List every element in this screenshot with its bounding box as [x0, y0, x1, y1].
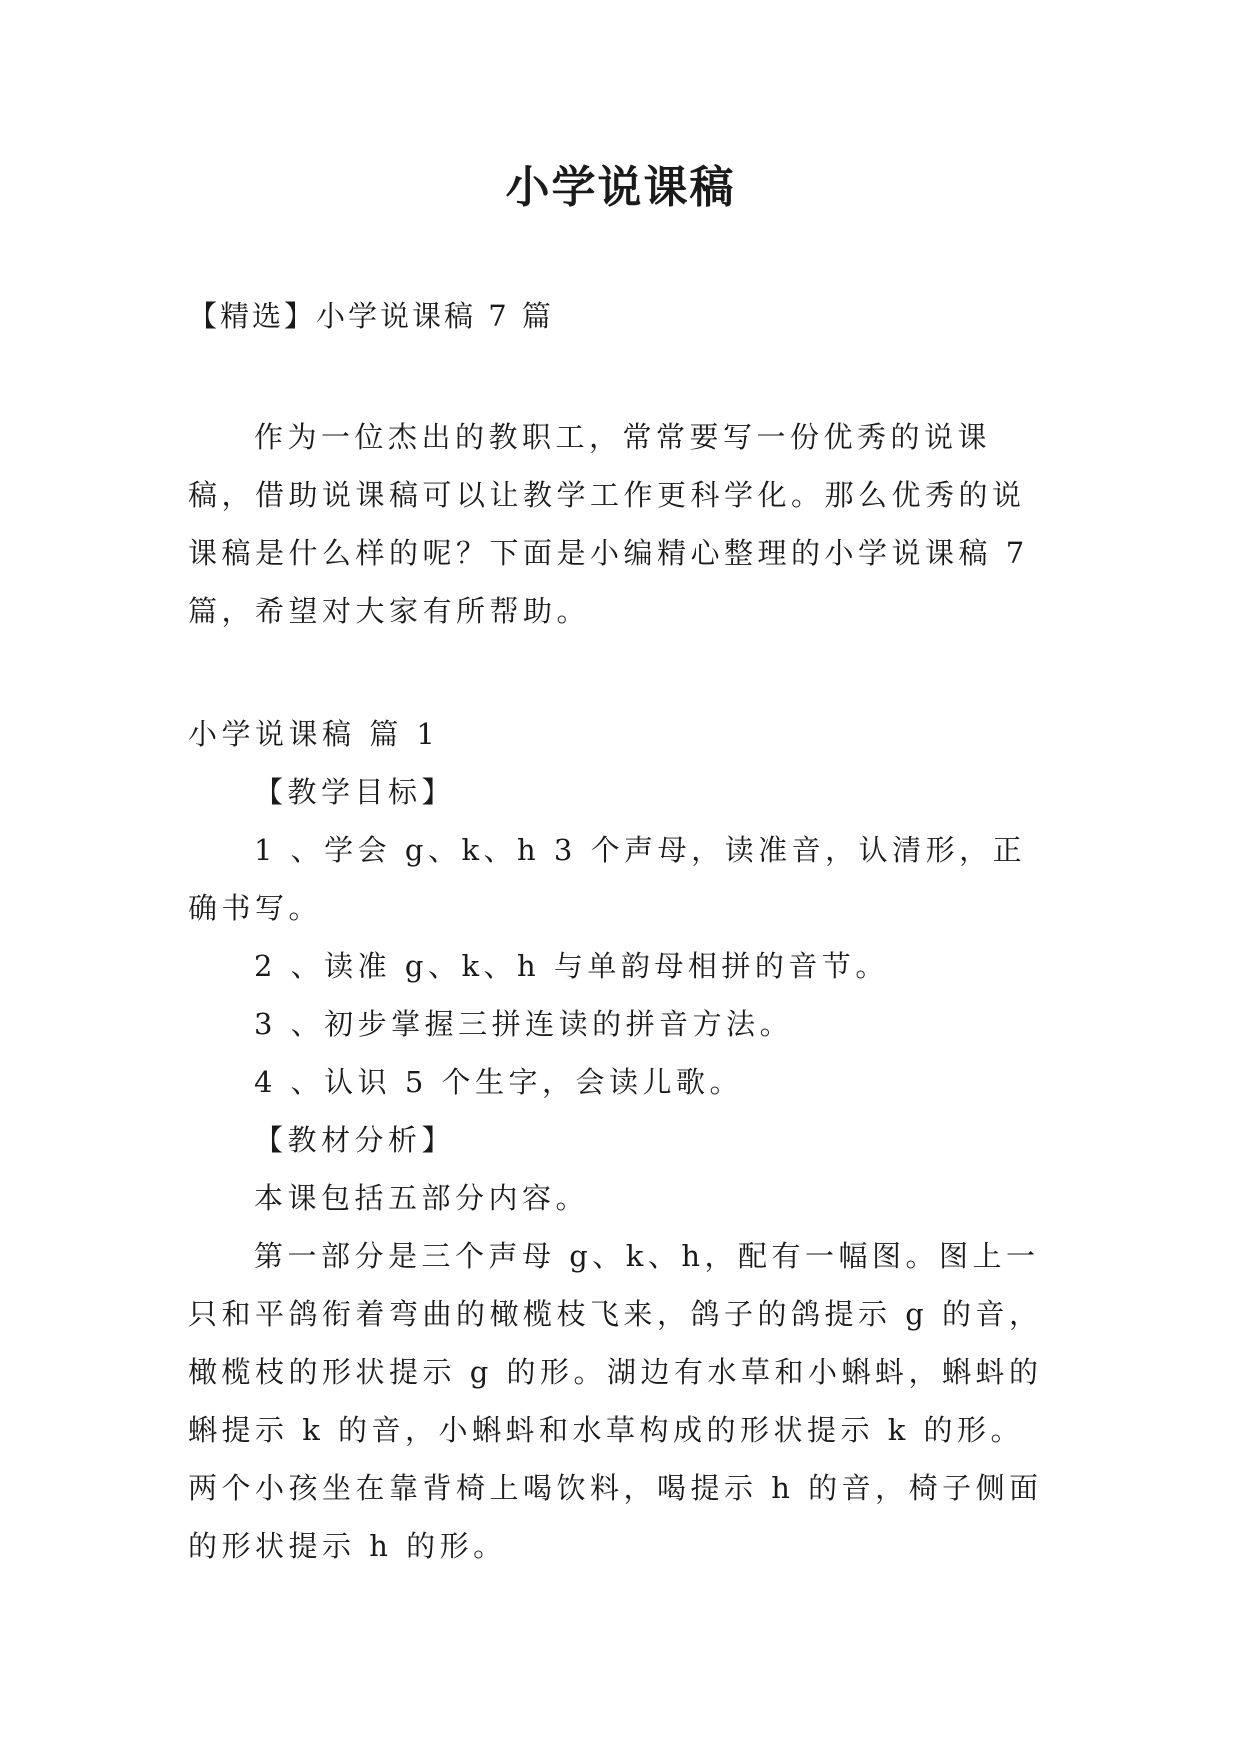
- intro-paragraph: 作为一位杰出的教职工，常常要写一份优秀的说课稿，借助说课稿可以让教学工作更科学化。那么优秀的说课稿是什么样的呢？下面是小编精心整理的小学说课稿 7 篇，希望对大家有所帮助。: [188, 420, 1029, 628]
- goal-item-3: 3 、初步掌握三拼连读的拼音方法。: [254, 1007, 794, 1041]
- goal-item-1: 1 、学会 g、k、h 3 个声母，读准音，认清形，正确书写。: [188, 833, 1027, 925]
- document-title: 小学说课稿: [505, 162, 736, 213]
- subheading-teaching-goals: 【教学目标】: [254, 775, 456, 809]
- goal-item-2: 2 、读准 g、k、h 与单韵母相拼的音节。: [254, 949, 889, 983]
- goal-item-4: 4 、认识 5 个生字，会读儿歌。: [254, 1065, 744, 1099]
- subheading-material-analysis: 【教材分析】: [254, 1123, 456, 1157]
- document-subtitle: 【精选】小学说课稿 7 篇: [188, 299, 554, 333]
- body-paragraph: 本课包括五部分内容。: [254, 1181, 590, 1215]
- section-heading: 小学说课稿 篇 1: [188, 717, 440, 751]
- body-paragraph: 第一部分是三个声母 g、k、h，配有一幅图。图上一只和平鸽衔着弯曲的橄榄枝飞来，鸽子的鸽提示 g 的音，橄榄枝的形状提示 g 的形。湖边有水草和小蝌蚪，蝌蚪的蝌提示 k 的音，小蝌蚪和水草构成的形状提示 k 的形。两个小孩坐在靠背椅上喝饮料，喝提示 h 的音，椅子侧面的形状提示 h 的形。: [188, 1239, 1043, 1563]
- section-1: [188, 705, 1056, 1575]
